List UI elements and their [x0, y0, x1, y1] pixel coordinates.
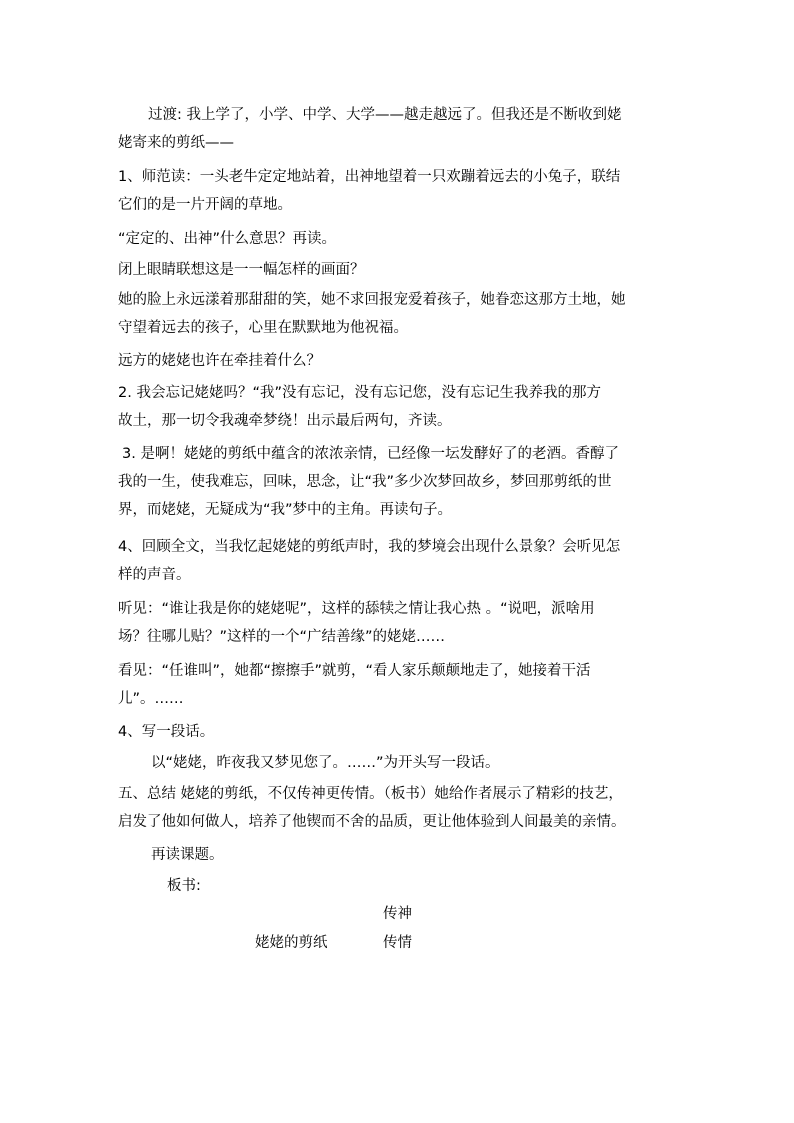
- paragraph-imagine: [118, 256, 678, 284]
- text-line: 3. 是啊！姥姥的剪纸中蕴含的浓浓亲情，已经像一坛发酵好了的老酒。香醇了: [122, 446, 619, 462]
- paragraph-hear: [118, 595, 678, 651]
- paragraph-transition: [118, 101, 678, 157]
- text-line: 再读课题。: [151, 847, 224, 863]
- paragraph-smile: [118, 286, 678, 342]
- board-bottom-text: 传情: [383, 935, 412, 951]
- text-line: 场？往哪儿贴？”这样的一个“广结善缘”的姥姥……: [118, 629, 446, 645]
- paragraph-question: [118, 225, 678, 253]
- board-label-text: 板书:: [167, 878, 201, 894]
- text-line: 样的声音。: [118, 567, 191, 583]
- board-title: [255, 929, 365, 957]
- text-line: 五、总结 姥姥的剪纸，不仅传神更传情。（板书）她给作者展示了精彩的技艺，: [118, 786, 623, 802]
- text-line: 以“姥姥，昨夜我又梦见您了。……”为开头写一段话。: [151, 755, 500, 771]
- text-line: 界，而姥姥，无疑成为“我”梦中的主角。再读句子。: [118, 502, 453, 518]
- text-line: 我的一生，使我难忘，回味，思念，让“我”多少次梦回故乡，梦回那剪纸的世: [118, 474, 612, 490]
- paragraph-3: [118, 440, 678, 524]
- text-line: 4、写一段话。: [118, 724, 215, 740]
- text-line: 过渡: 我上学了，小学、中学、大学——越走越远了。但我还是不断收到姥: [148, 107, 622, 123]
- board-title-text: 姥姥的剪纸: [255, 935, 328, 951]
- board-bottom: [383, 929, 463, 957]
- paragraph-1: [118, 163, 678, 219]
- text-line: 闭上眼睛联想这是一一幅怎样的画面？: [118, 262, 365, 278]
- paragraph-reread: [118, 841, 678, 869]
- text-line: 姥寄来的剪纸——: [118, 135, 234, 151]
- text-line: “定定的、出神”什么意思？再读。: [118, 231, 337, 247]
- text-line: 它们的是一片开阔的草地。: [118, 197, 292, 213]
- paragraph-write-prompt: [118, 749, 678, 777]
- board-label: [167, 872, 287, 900]
- text-line: 1、师范读：一头老牛定定地站着，出神地望着一只欢蹦着远去的小兔子，联结: [118, 169, 621, 185]
- text-line: 故土，那一切令我魂牵梦绕！出示最后两句，齐读。: [118, 413, 452, 429]
- text-line: 4、回顾全文，当我忆起姥姥的剪纸声时，我的梦境会出现什么景象？会听见怎: [118, 539, 621, 555]
- paragraph-see: [118, 657, 678, 713]
- paragraph-distant: [118, 347, 678, 375]
- paragraph-2: [118, 379, 678, 435]
- text-line: 听见：“谁让我是你的姥姥呢”，这样的舔犊之情让我心热 。“说吧，派啥用: [118, 601, 595, 617]
- text-line: 儿”。……: [118, 691, 184, 707]
- text-line: 2. 我会忘记姥姥吗？“我”没有忘记，没有忘记您，没有忘记生我养我的那方: [118, 385, 601, 401]
- text-line: 远方的姥姥也许在牵挂着什么？: [118, 353, 321, 369]
- text-line: 她的脸上永远漾着那甜甜的笑，她不求回报宠爱着孩子，她眷恋这那方土地，她: [118, 292, 626, 308]
- text-line: 启发了他如何做人，培养了他锲而不舍的品质，更让他体验到人间最美的亲情。: [118, 814, 626, 830]
- text-line: 守望着远去的孩子，心里在默默地为他祝福。: [118, 320, 408, 336]
- paragraph-4-write: [118, 718, 678, 746]
- board-top-text: 传神: [383, 906, 412, 922]
- board-top: [383, 900, 463, 928]
- paragraph-summary: [118, 780, 678, 836]
- text-line: 看见：“任谁叫”，她都“擦擦手”就剪，“看人家乐颠颠地走了，她接着干活: [118, 663, 591, 679]
- paragraph-4-review: [118, 533, 678, 589]
